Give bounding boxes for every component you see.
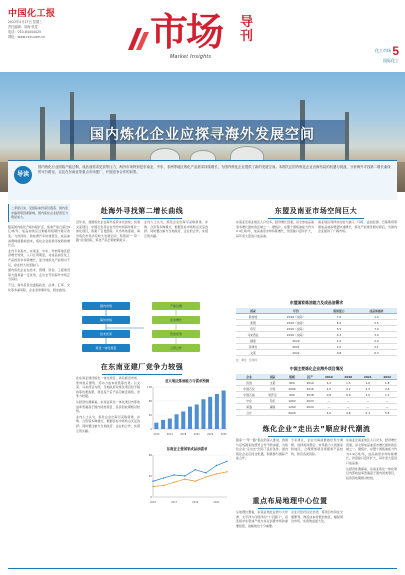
data-point	[173, 482, 174, 483]
bar	[188, 407, 192, 429]
issue-phone: 电话：010-64444425	[8, 30, 42, 34]
article-paragraph: 从经济性测算看，东南亚炼化一体化项目内部收益率普遍高于国内同类项目，投资回收期相对较短。	[346, 466, 397, 480]
table-cell: 1.0	[322, 344, 356, 350]
issue-website: 网址：www.ccin.com.cn	[8, 35, 46, 39]
column-paragraph: 随着国内炼化产能持续扩张，炼油产能已超过9亿吨/年，成品油供应过剩格局短期内难以改变。与此同时，新能源汽车快速普及，成品油消费峰值提前到来，炼化企业亟须寻找新的增长点。	[8, 224, 70, 248]
bar	[222, 391, 226, 430]
table-cell: 7.0	[356, 326, 397, 332]
section-heading: 在东南亚建厂竞争力较强	[76, 362, 208, 375]
data-point	[195, 481, 196, 482]
table-cell: 越南	[262, 404, 283, 410]
section-heading: 炼化企业“走出去”顺应时代潮流	[236, 424, 397, 437]
data-point	[152, 486, 153, 487]
table-cell: 2022	[270, 350, 322, 356]
table-cell: 泰国	[236, 320, 270, 326]
bar	[168, 419, 172, 430]
x-tick-label: 2022	[193, 433, 200, 436]
table-header-cell: 企业	[236, 374, 262, 380]
article-paragraph: 南亚地区同样存在较大缺口，印度、孟加拉国、巴基斯坦等国成品油消费量快速增长，炼化产能建设相对滞后，为国内企业提供了广阔市场。	[318, 220, 397, 234]
table-cell: 5.5	[322, 326, 356, 332]
table-cell: 2024	[301, 404, 319, 410]
article-text	[236, 438, 288, 490]
x-tick-label: 2018	[180, 433, 187, 436]
projects-table	[236, 374, 397, 416]
x-tick-label: 2017	[171, 501, 178, 504]
article-text	[144, 220, 208, 298]
table-cell: 中化	[236, 398, 262, 404]
table-cell: 2.0	[319, 386, 338, 392]
bar	[175, 414, 179, 429]
table-cell	[301, 410, 319, 416]
table-cell: 荣盛	[236, 404, 262, 410]
bar	[215, 394, 219, 429]
brand-title: 市场	[150, 10, 223, 54]
issue-editor: 责任编辑：刘海 张雯	[8, 25, 38, 29]
table-cell: 3.4	[356, 332, 397, 338]
bar	[208, 397, 212, 429]
article-text	[346, 438, 397, 558]
data-point	[226, 471, 227, 472]
table-cell: 1.2	[322, 338, 356, 344]
table-cell: 800	[283, 380, 301, 386]
table-cell: 2021	[270, 344, 322, 350]
section-heading: 东盟及南亚市场空间巨大	[236, 206, 396, 219]
x-tick-label: 2010	[153, 433, 160, 436]
article-text	[291, 510, 343, 562]
table-cell: 2020	[270, 338, 322, 344]
brand-mark-icon	[128, 28, 150, 50]
page-section: 国际化工	[383, 58, 399, 63]
table-cell: 1.1	[378, 392, 398, 398]
article-paragraph: 业内人士认为，炼化企业出海可采取新建、并购、合资等多种模式，根据目标市场特点灵活选择。同时要注重与当地政府、企业的合作，实现互利共赢。	[144, 220, 208, 238]
article-text	[76, 376, 140, 561]
column-paragraph: 业内专家指出，东南亚、中东、非洲等地区经济增长较快，人口红利明显，对成品油及化工产品的需求持续增长，而当地炼化产能相对不足，存在较大供需缺口。	[8, 248, 70, 267]
table-cell: 5.5	[378, 410, 398, 416]
table-cell: 恒逸	[236, 380, 262, 386]
bar-chart	[143, 378, 231, 440]
lead-abstract	[8, 160, 397, 200]
masthead	[0, 0, 405, 72]
table-cell: 2.2	[339, 386, 358, 392]
table-header-cell: 炼油能力	[322, 308, 356, 314]
table-caption: 中国主要炼化企业海外项目情况	[289, 366, 344, 371]
column-paragraph: 不过，海外投资也面临政治、法律、汇率、文化等多重风险，企业需审慎评估、稳步推进。	[8, 282, 70, 292]
issue-meta	[8, 20, 100, 40]
table-header-cell: 国家	[262, 374, 283, 380]
table-cell: 2.0	[356, 338, 397, 344]
table-cell: 1.5	[339, 380, 358, 386]
bar	[195, 405, 199, 430]
y-tick-label: 80	[148, 454, 152, 457]
newspaper-logo: 中国化工报	[8, 9, 56, 19]
bottom-rule	[8, 568, 397, 569]
page-label: 化工市场	[375, 48, 392, 53]
issue-date: 2022年4月27日 星期三	[8, 20, 43, 24]
x-tick-label: 2019	[192, 501, 199, 504]
article-text	[236, 510, 288, 562]
table-cell: 2023	[301, 398, 319, 404]
table-note: 注：单位：亿吨/年	[236, 359, 258, 362]
bar	[154, 423, 158, 429]
table-cell: 1.0	[358, 392, 377, 398]
table-cell: 2.5	[358, 386, 377, 392]
article-paragraph: 随着“一带一路”倡议的深入推进，我国与沿线国家的经贸合作不断加强，为炼化企业“走出去”创造了良好条件。国内炼化企业应抓住机遇，积极参与国际产能合作。	[236, 438, 288, 461]
table-cell: 2019（实际）	[270, 320, 322, 326]
table-cell: 0.9	[339, 392, 358, 398]
table-row	[236, 410, 397, 416]
table-header-cell: 年份	[270, 308, 322, 314]
lead-badge: 导读	[14, 166, 32, 184]
x-tick-label: 2026	[207, 433, 214, 436]
table-cell: 中国石化	[236, 386, 262, 392]
table-cell: —	[358, 398, 377, 404]
table-cell: —	[358, 404, 377, 410]
diagram-node: 国内市场	[82, 302, 130, 310]
table-cell: 1.6	[358, 380, 377, 386]
data-point	[163, 485, 164, 486]
table-header-cell: 2019	[319, 374, 338, 380]
data-point	[205, 472, 206, 473]
table-cell: —	[378, 404, 398, 410]
flow-diagram	[76, 300, 208, 358]
page-headline: 国内炼化企业应探寻海外发展空间	[90, 127, 315, 143]
table-header-cell: 国家	[236, 308, 270, 314]
table-cell: 文莱	[262, 380, 283, 386]
data-point	[184, 475, 185, 476]
table-header-cell: 投产	[301, 374, 319, 380]
diagram-node: 海外市场	[82, 316, 130, 324]
table-cell: 合计	[236, 410, 262, 416]
chart-title: 东南亚主要国家成品油需求	[166, 447, 208, 451]
table-cell: 1000	[283, 398, 301, 404]
diagram-node: 资金优势	[152, 330, 200, 338]
bar	[161, 420, 165, 429]
data-point	[163, 477, 164, 478]
article-text	[318, 220, 397, 296]
table-cell: 哈萨克	[262, 392, 283, 398]
table-cell: 4.0	[319, 410, 338, 416]
diagram-node: 产能过剩	[152, 302, 200, 310]
table-cell: 马来西亚	[236, 332, 270, 338]
table-cell: 1.2	[319, 380, 338, 386]
article-paragraph: 从地理位置看，东南亚地处亚洲与大洋洲、太平洋与印度洋的“十字路口”，是连接中东原油产地与东亚消费市场的重要枢纽，战略地位十分重要。	[236, 510, 288, 528]
lead-text: 国内炼化行业面临产能过剩、成品油需求见顶等压力，海外市场特别是东南亚、中东、非洲等地区炼化产品需求持续增长，为国内炼化企业提供了新的发展空间。本期关注国内炼化企业出海布局的机遇与挑战，分析海外寻找第二增长曲线的可行路径，以及在东南亚等重点市场建厂、开展竞争合作的前景。	[38, 165, 391, 174]
table-cell: 2019（实际）	[270, 326, 322, 332]
table-cell: —	[339, 398, 358, 404]
table-cell: 菲律宾	[236, 344, 270, 350]
table-cell: 600	[283, 392, 301, 398]
table-cell: —	[339, 404, 358, 410]
section-heading: 重点布局地理中心位置	[236, 496, 344, 509]
x-tick-label: 2014	[166, 433, 173, 436]
table-cell	[262, 410, 283, 416]
table-cell: 印尼	[236, 326, 270, 332]
data-point	[216, 473, 217, 474]
article-paragraph: 企业可依托区位优势，将项目布局在交通便利、物流成本较低的地区，辐射周边市场，实现效益最大化。	[291, 510, 343, 524]
x-tick-label: 2021	[213, 501, 220, 504]
table-cell: 2019	[301, 380, 319, 386]
y-tick-label: 0	[150, 428, 152, 431]
article-text	[236, 220, 314, 296]
x-tick-label: 2015	[149, 501, 157, 504]
y-tick-label: 40	[148, 414, 152, 417]
table-cell: 6.2	[322, 320, 356, 326]
column-intro: 二季度以来，受国际油价高位震荡、国内需求偏弱等因素影响，国内炼化企业经营压力明显加大。	[8, 204, 70, 222]
bar	[201, 399, 205, 429]
table-cell: 5.5	[356, 320, 397, 326]
table-cell: 7.0	[322, 314, 356, 320]
data-point	[205, 476, 206, 477]
table-cell: —	[378, 398, 398, 404]
table-cell: 2.1	[356, 344, 397, 350]
table-cell: 0.3	[356, 350, 397, 356]
table-cell: 5600	[283, 410, 301, 416]
page-number-block	[375, 44, 399, 64]
data-point	[173, 474, 174, 475]
article-text	[291, 438, 343, 490]
article-paragraph: 从经济性测算看，东南亚炼化一体化项目内部收益率普遍高于国内同类项目，投资回收期相对较短。	[76, 399, 140, 414]
table-cell: —	[319, 398, 338, 404]
table-header-cell: 2022	[378, 374, 398, 380]
article-paragraph: 东南亚及南亚地区人口众多，经济增长迅速，是全球成品油需求增长最快的区域之一。据统计，东盟十国炼油能力约为2.4亿吨/年，成品油需求却持续增长，供需缺口逐年扩大，每年需大量进口成品油。	[236, 220, 314, 238]
table-caption: 东盟国家炼油能力及成品油需求	[289, 300, 344, 305]
table-cell: 2019（实际）	[270, 314, 322, 320]
table-cell: 1200	[283, 404, 301, 410]
y-tick-label: 80	[148, 400, 152, 403]
article-text	[76, 220, 140, 298]
line-chart	[143, 446, 231, 508]
table-cell: 印尼	[262, 398, 283, 404]
table-row	[236, 350, 397, 356]
article-paragraph: 业内人士认为，炼化企业出海可采取新建、并购、合资等多种模式，根据目标市场特点灵活选择。同时要注重与当地政府、企业的合作，实现互利共赢。	[76, 414, 140, 433]
data-point	[195, 469, 196, 470]
capacity-table	[236, 308, 397, 356]
table-cell: 4.6	[339, 410, 358, 416]
table-cell: 沙特	[262, 386, 283, 392]
bar-chart-plot	[143, 383, 231, 437]
table-header-cell: 2020	[339, 374, 358, 380]
table-cell: 4.3	[322, 332, 356, 338]
table-cell: 5.1	[358, 410, 377, 416]
page-number: 5	[392, 44, 399, 58]
section-heading: 赴海外寻找第二增长曲线	[76, 206, 208, 219]
table-cell: 1.4	[356, 314, 397, 320]
diagram-node: 炼化一体化项目	[82, 344, 130, 352]
table-cell: 2.6	[378, 386, 398, 392]
table-header-cell: 规模	[283, 374, 301, 380]
diagram-node: 合资合作	[152, 344, 200, 352]
x-tick-label: 2030	[220, 433, 227, 436]
y-tick-label: 120	[147, 386, 152, 389]
table-cell: 中国石油	[236, 392, 262, 398]
column-paragraph: 国内炼化企业在技术、管理、资金、工程建设等方面具备一定优势，走出去开拓海外市场正当其时。	[8, 268, 70, 282]
table-cell: 0.8	[322, 350, 356, 356]
table-cell: 2016	[301, 386, 319, 392]
line-chart-plot	[143, 451, 231, 505]
diagram-node: 需求增长	[152, 316, 200, 324]
table-cell: 1.8	[378, 380, 398, 386]
table-header-cell: 2021	[358, 374, 377, 380]
brand-subtitle: 导刊	[240, 15, 254, 44]
data-point	[152, 481, 153, 482]
table-cell: 2019（实际）	[270, 332, 322, 338]
data-point	[184, 478, 185, 479]
table-header-cell: 成品油需求	[356, 308, 397, 314]
table-cell: 2000	[283, 386, 301, 392]
table-cell: —	[319, 404, 338, 410]
bar	[181, 412, 185, 430]
chart-title: 亚太地区炼油能力与需求预测	[164, 379, 210, 383]
left-column	[8, 204, 70, 529]
article-paragraph: 近年来，我国炼化企业海外投资步伐加快，恒逸文莱项目、中国石化等企业纷纷布局海外炼化一体化项目，积累了宝贵经验。从市场角度看，海外炼化市场仍有较大发展空间，特别是“一带一路”沿线国家，炼化产品长期依赖进口。	[76, 220, 140, 243]
y-tick-label: 40	[148, 475, 152, 478]
article-paragraph: 在东南亚建设炼化一体化项目，具有靠近市场、原料供应便利、劳动力成本较低等优势。以文莱、马来西亚为例，当地政府对炼化项目给予税收等优惠政策，项目投产后产品可就近销售，竞争力较强。	[76, 376, 140, 399]
table-cell: 0.8	[319, 392, 338, 398]
y-tick-label: 0	[150, 496, 152, 499]
table-cell: 2018	[301, 392, 319, 398]
article-paragraph: 东南亚及南亚地区人口众多，经济增长迅速，是全球成品油需求增长最快的区域之一。据统计，东盟十国炼油能力约为2.4亿吨/年，成品油需求却持续增长，供需缺口逐年扩大，每年需大量进口成品油。	[346, 438, 397, 465]
table-cell: 文莱	[236, 350, 270, 356]
brand-english: Market Insights	[170, 54, 212, 60]
data-point	[216, 465, 217, 466]
table-cell: 新加坡	[236, 314, 270, 320]
diagram-node: 技术优势	[82, 330, 130, 338]
data-point	[226, 461, 227, 462]
table-cell: 越南	[236, 338, 270, 344]
article-paragraph: 专家建议，企业出海前要做好充分调研，选择政局稳定、市场潜力大的国家和地区，合理规划项目规模和产品结构，防范各类风险。	[291, 438, 343, 456]
